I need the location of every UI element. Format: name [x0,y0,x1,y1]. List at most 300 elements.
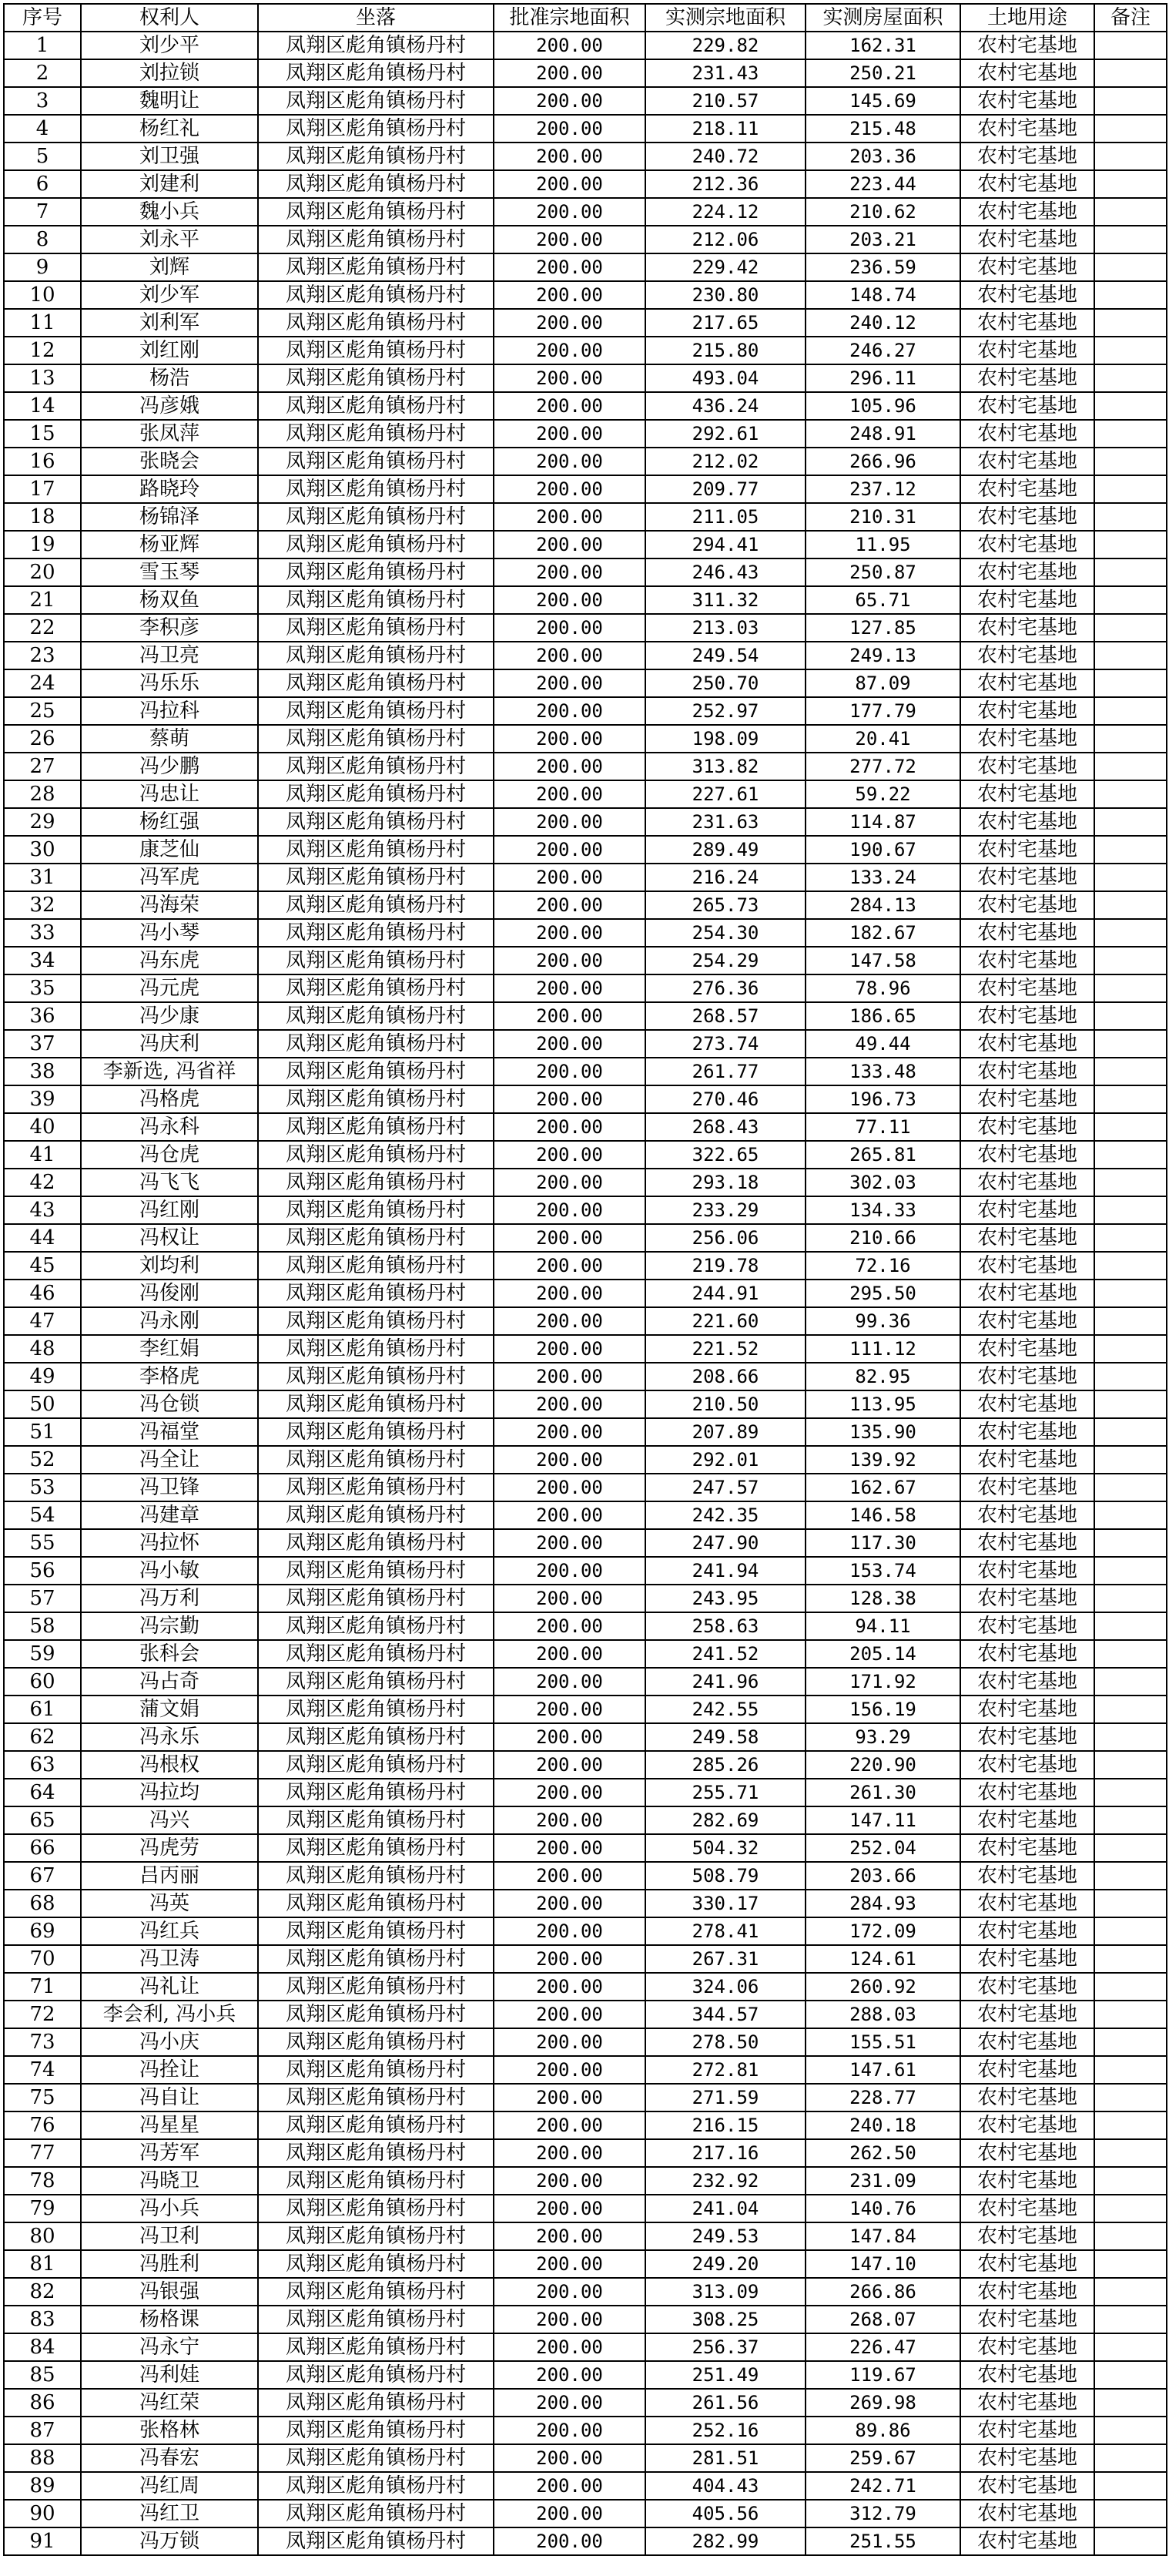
measured-house-area-cell: 210.31 [806,503,960,531]
rights-holder-cell: 冯仓锁 [81,1390,258,1418]
location-cell: 凤翔区彪角镇杨丹村 [258,420,494,448]
approved-area-cell: 200.00 [494,2056,645,2084]
land-use-cell: 农村宅基地 [960,1696,1094,1723]
measured-land-area-cell: 233.29 [645,1196,806,1224]
approved-area-cell: 200.00 [494,2222,645,2250]
measured-land-area-cell: 231.43 [645,59,806,87]
remarks-cell [1094,697,1167,725]
rights-holder-cell: 冯银强 [81,2278,258,2306]
measured-house-area-cell: 82.95 [806,1363,960,1390]
land-use-cell: 农村宅基地 [960,420,1094,448]
measured-house-area-cell: 135.90 [806,1418,960,1446]
approved-area-cell: 200.00 [494,2084,645,2111]
remarks-cell [1094,669,1167,697]
table-row [4,1557,1167,1585]
land-use-cell: 农村宅基地 [960,2167,1094,2195]
rights-holder-cell: 刘利军 [81,309,258,337]
serial-number-cell: 48 [4,1335,81,1363]
remarks-cell [1094,1141,1167,1169]
rights-holder-cell: 冯礼让 [81,1973,258,2001]
land-use-cell: 农村宅基地 [960,59,1094,87]
location-cell: 凤翔区彪角镇杨丹村 [258,1307,494,1335]
measured-house-area-cell: 262.50 [806,2139,960,2167]
serial-number-cell: 36 [4,1002,81,1030]
approved-area-cell: 200.00 [494,1196,645,1224]
approved-area-cell: 200.00 [494,475,645,503]
table-row [4,614,1167,642]
measured-house-area-cell: 220.90 [806,1751,960,1779]
land-use-cell: 农村宅基地 [960,1723,1094,1751]
remarks-cell [1094,614,1167,642]
land-use-cell: 农村宅基地 [960,364,1094,392]
remarks-cell [1094,864,1167,891]
approved-area-cell: 200.00 [494,836,645,864]
land-use-cell: 农村宅基地 [960,2028,1094,2056]
measured-land-area-cell: 221.52 [645,1335,806,1363]
serial-number-cell: 59 [4,1640,81,1668]
measured-house-area-cell: 261.30 [806,1779,960,1806]
remarks-cell [1094,226,1167,253]
remarks-cell [1094,337,1167,364]
remarks-cell [1094,1834,1167,1862]
measured-land-area-cell: 243.95 [645,1585,806,1612]
rights-holder-cell: 李会利, 冯小兵 [81,2001,258,2028]
rights-holder-cell: 冯晓卫 [81,2167,258,2195]
location-cell: 凤翔区彪角镇杨丹村 [258,1612,494,1640]
approved-area-cell: 200.00 [494,1446,645,1474]
measured-land-area-cell: 207.89 [645,1418,806,1446]
measured-house-area-cell: 284.13 [806,891,960,919]
measured-land-area-cell: 241.94 [645,1557,806,1585]
land-use-cell: 农村宅基地 [960,1779,1094,1806]
table-row [4,891,1167,919]
approved-area-cell: 200.00 [494,1335,645,1363]
land-use-cell: 农村宅基地 [960,919,1094,947]
measured-house-area-cell: 186.65 [806,1002,960,1030]
measured-land-area-cell: 294.41 [645,531,806,558]
land-use-cell: 农村宅基地 [960,337,1094,364]
serial-number-cell: 37 [4,1030,81,1058]
rights-holder-cell: 冯少鹏 [81,753,258,780]
land-use-cell: 农村宅基地 [960,1335,1094,1363]
approved-area-cell: 200.00 [494,170,645,198]
approved-area-cell: 200.00 [494,337,645,364]
measured-land-area-cell: 436.24 [645,392,806,420]
table-row [4,2222,1167,2250]
rights-holder-cell: 冯仓虎 [81,1141,258,1169]
location-cell: 凤翔区彪角镇杨丹村 [258,337,494,364]
rights-holder-cell: 刘均利 [81,1252,258,1280]
location-cell: 凤翔区彪角镇杨丹村 [258,392,494,420]
measured-house-area-cell: 128.38 [806,1585,960,1612]
serial-number-cell: 72 [4,2001,81,2028]
land-use-cell: 农村宅基地 [960,1501,1094,1529]
serial-number-cell: 76 [4,2111,81,2139]
land-use-cell: 农村宅基地 [960,808,1094,836]
measured-land-area-cell: 212.06 [645,226,806,253]
serial-number-cell: 25 [4,697,81,725]
measured-house-area-cell: 215.48 [806,115,960,143]
rights-holder-cell: 杨红强 [81,808,258,836]
measured-land-area-cell: 272.81 [645,2056,806,2084]
rights-holder-cell: 冯红刚 [81,1196,258,1224]
remarks-cell [1094,1363,1167,1390]
land-use-cell: 农村宅基地 [960,1418,1094,1446]
measured-house-area-cell: 265.81 [806,1141,960,1169]
land-use-cell: 农村宅基地 [960,974,1094,1002]
approved-area-cell: 200.00 [494,808,645,836]
measured-land-area-cell: 273.74 [645,1030,806,1058]
rights-holder-cell: 冯永刚 [81,1307,258,1335]
rights-holder-cell: 冯小敏 [81,1557,258,1585]
land-use-cell: 农村宅基地 [960,2527,1094,2555]
land-use-cell: 农村宅基地 [960,1113,1094,1141]
rights-holder-cell: 冯自让 [81,2084,258,2111]
approved-area-cell: 200.00 [494,309,645,337]
table-row [4,1723,1167,1751]
location-cell: 凤翔区彪角镇杨丹村 [258,1806,494,1834]
measured-land-area-cell: 241.52 [645,1640,806,1668]
serial-number-cell: 28 [4,780,81,808]
location-cell: 凤翔区彪角镇杨丹村 [258,170,494,198]
table-row [4,1945,1167,1973]
remarks-cell [1094,1280,1167,1307]
rights-holder-cell: 冯小琴 [81,919,258,947]
rights-holder-cell: 李格虎 [81,1363,258,1390]
measured-house-area-cell: 223.44 [806,170,960,198]
measured-land-area-cell: 508.79 [645,1862,806,1890]
land-use-cell: 农村宅基地 [960,475,1094,503]
location-cell: 凤翔区彪角镇杨丹村 [258,1529,494,1557]
measured-house-area-cell: 228.77 [806,2084,960,2111]
serial-number-cell: 8 [4,226,81,253]
table-row [4,2472,1167,2500]
location-cell: 凤翔区彪角镇杨丹村 [258,836,494,864]
rights-holder-cell: 杨浩 [81,364,258,392]
approved-area-cell: 200.00 [494,1474,645,1501]
table-row [4,87,1167,115]
location-cell: 凤翔区彪角镇杨丹村 [258,1973,494,2001]
measured-land-area-cell: 198.09 [645,725,806,753]
remarks-cell [1094,1779,1167,1806]
location-cell: 凤翔区彪角镇杨丹村 [258,1696,494,1723]
measured-land-area-cell: 218.11 [645,115,806,143]
remarks-cell [1094,32,1167,59]
approved-area-cell: 200.00 [494,2001,645,2028]
measured-house-area-cell: 288.03 [806,2001,960,2028]
rights-holder-cell: 杨锦泽 [81,503,258,531]
serial-number-cell: 50 [4,1390,81,1418]
serial-number-cell: 77 [4,2139,81,2167]
measured-land-area-cell: 256.06 [645,1224,806,1252]
land-use-cell: 农村宅基地 [960,32,1094,59]
table-row [4,697,1167,725]
serial-number-cell: 73 [4,2028,81,2056]
location-cell: 凤翔区彪角镇杨丹村 [258,558,494,586]
serial-number-cell: 88 [4,2444,81,2472]
table-row [4,836,1167,864]
measured-house-area-cell: 105.96 [806,392,960,420]
location-cell: 凤翔区彪角镇杨丹村 [258,143,494,170]
serial-number-cell: 24 [4,669,81,697]
rights-holder-cell: 雪玉琴 [81,558,258,586]
remarks-cell [1094,392,1167,420]
remarks-cell [1094,1058,1167,1085]
rights-holder-cell: 冯乐乐 [81,669,258,697]
rights-holder-cell: 冯全让 [81,1446,258,1474]
measured-house-area-cell: 295.50 [806,1280,960,1307]
serial-number-cell: 20 [4,558,81,586]
header-approved-area: 批准宗地面积 [494,4,645,32]
measured-house-area-cell: 147.11 [806,1806,960,1834]
approved-area-cell: 200.00 [494,1252,645,1280]
table-row [4,725,1167,753]
remarks-cell [1094,780,1167,808]
location-cell: 凤翔区彪角镇杨丹村 [258,198,494,226]
rights-holder-cell: 刘永平 [81,226,258,253]
measured-house-area-cell: 119.67 [806,2361,960,2389]
location-cell: 凤翔区彪角镇杨丹村 [258,503,494,531]
rights-holder-cell: 冯万利 [81,1585,258,1612]
rights-holder-cell: 张格林 [81,2417,258,2444]
remarks-cell [1094,1474,1167,1501]
serial-number-cell: 82 [4,2278,81,2306]
header-rights-holder: 权利人 [81,4,258,32]
approved-area-cell: 200.00 [494,974,645,1002]
serial-number-cell: 91 [4,2527,81,2555]
table-row [4,1002,1167,1030]
serial-number-cell: 43 [4,1196,81,1224]
approved-area-cell: 200.00 [494,1668,645,1696]
rights-holder-cell: 冯海荣 [81,891,258,919]
remarks-cell [1094,420,1167,448]
measured-land-area-cell: 308.25 [645,2306,806,2333]
approved-area-cell: 200.00 [494,2389,645,2417]
measured-land-area-cell: 265.73 [645,891,806,919]
location-cell: 凤翔区彪角镇杨丹村 [258,2527,494,2555]
rights-holder-cell: 刘拉锁 [81,59,258,87]
measured-land-area-cell: 252.16 [645,2417,806,2444]
measured-land-area-cell: 242.35 [645,1501,806,1529]
location-cell: 凤翔区彪角镇杨丹村 [258,2028,494,2056]
measured-land-area-cell: 268.43 [645,1113,806,1141]
remarks-cell [1094,1196,1167,1224]
remarks-cell [1094,1862,1167,1890]
land-use-cell: 农村宅基地 [960,2250,1094,2278]
remarks-cell [1094,1612,1167,1640]
land-use-cell: 农村宅基地 [960,1252,1094,1280]
remarks-cell [1094,2527,1167,2555]
measured-land-area-cell: 211.05 [645,503,806,531]
table-row [4,309,1167,337]
rights-holder-cell: 冯忠让 [81,780,258,808]
measured-house-area-cell: 190.67 [806,836,960,864]
measured-house-area-cell: 268.07 [806,2306,960,2333]
measured-house-area-cell: 49.44 [806,1030,960,1058]
rights-holder-cell: 冯芳军 [81,2139,258,2167]
table-row [4,1335,1167,1363]
location-cell: 凤翔区彪角镇杨丹村 [258,1585,494,1612]
measured-house-area-cell: 148.74 [806,281,960,309]
serial-number-cell: 7 [4,198,81,226]
remarks-cell [1094,281,1167,309]
land-use-cell: 农村宅基地 [960,1280,1094,1307]
serial-number-cell: 16 [4,448,81,475]
land-use-cell: 农村宅基地 [960,2389,1094,2417]
location-cell: 凤翔区彪角镇杨丹村 [258,697,494,725]
land-use-cell: 农村宅基地 [960,1363,1094,1390]
remarks-cell [1094,1696,1167,1723]
measured-house-area-cell: 177.79 [806,697,960,725]
approved-area-cell: 200.00 [494,2527,645,2555]
measured-land-area-cell: 215.80 [645,337,806,364]
measured-land-area-cell: 227.61 [645,780,806,808]
land-use-cell: 农村宅基地 [960,2111,1094,2139]
measured-house-area-cell: 140.76 [806,2195,960,2222]
measured-land-area-cell: 313.09 [645,2278,806,2306]
measured-house-area-cell: 127.85 [806,614,960,642]
rights-holder-cell: 冯军虎 [81,864,258,891]
land-use-cell: 农村宅基地 [960,1058,1094,1085]
approved-area-cell: 200.00 [494,1945,645,1973]
remarks-cell [1094,891,1167,919]
approved-area-cell: 200.00 [494,392,645,420]
approved-area-cell: 200.00 [494,253,645,281]
land-use-cell: 农村宅基地 [960,669,1094,697]
measured-land-area-cell: 242.55 [645,1696,806,1723]
rights-holder-cell: 冯永宁 [81,2333,258,2361]
remarks-cell [1094,503,1167,531]
serial-number-cell: 1 [4,32,81,59]
rights-holder-cell: 刘红刚 [81,337,258,364]
approved-area-cell: 200.00 [494,1224,645,1252]
location-cell: 凤翔区彪角镇杨丹村 [258,364,494,392]
rights-holder-cell: 冯东虎 [81,947,258,974]
measured-house-area-cell: 182.67 [806,919,960,947]
measured-land-area-cell: 282.99 [645,2527,806,2555]
table-row [4,2527,1167,2555]
location-cell: 凤翔区彪角镇杨丹村 [258,2167,494,2195]
rights-holder-cell: 冯元虎 [81,974,258,1002]
measured-land-area-cell: 289.49 [645,836,806,864]
table-row [4,1806,1167,1834]
approved-area-cell: 200.00 [494,753,645,780]
measured-land-area-cell: 292.61 [645,420,806,448]
land-use-cell: 农村宅基地 [960,1834,1094,1862]
header-remarks: 备注 [1094,4,1167,32]
measured-land-area-cell: 251.49 [645,2361,806,2389]
land-use-cell: 农村宅基地 [960,309,1094,337]
location-cell: 凤翔区彪角镇杨丹村 [258,1002,494,1030]
location-cell: 凤翔区彪角镇杨丹村 [258,642,494,669]
serial-number-cell: 45 [4,1252,81,1280]
approved-area-cell: 200.00 [494,420,645,448]
approved-area-cell: 200.00 [494,1612,645,1640]
measured-house-area-cell: 87.09 [806,669,960,697]
measured-house-area-cell: 277.72 [806,753,960,780]
remarks-cell [1094,1973,1167,2001]
rights-holder-cell: 冯永乐 [81,1723,258,1751]
measured-land-area-cell: 240.72 [645,143,806,170]
land-use-cell: 农村宅基地 [960,753,1094,780]
table-row [4,1862,1167,1890]
location-cell: 凤翔区彪角镇杨丹村 [258,115,494,143]
measured-land-area-cell: 261.56 [645,2389,806,2417]
land-use-cell: 农村宅基地 [960,1085,1094,1113]
location-cell: 凤翔区彪角镇杨丹村 [258,475,494,503]
table-row [4,669,1167,697]
serial-number-cell: 85 [4,2361,81,2389]
measured-land-area-cell: 330.17 [645,1890,806,1917]
approved-area-cell: 200.00 [494,1640,645,1668]
remarks-cell [1094,2444,1167,2472]
table-row [4,59,1167,87]
remarks-cell [1094,170,1167,198]
measured-land-area-cell: 293.18 [645,1169,806,1196]
serial-number-cell: 10 [4,281,81,309]
measured-house-area-cell: 156.19 [806,1696,960,1723]
location-cell: 凤翔区彪角镇杨丹村 [258,1141,494,1169]
rights-holder-cell: 冯利娃 [81,2361,258,2389]
serial-number-cell: 30 [4,836,81,864]
serial-number-cell: 78 [4,2167,81,2195]
table-row [4,226,1167,253]
table-row [4,337,1167,364]
approved-area-cell: 200.00 [494,1862,645,1890]
remarks-cell [1094,253,1167,281]
remarks-cell [1094,1501,1167,1529]
measured-land-area-cell: 254.29 [645,947,806,974]
rights-holder-cell: 冯卫锋 [81,1474,258,1501]
serial-number-cell: 5 [4,143,81,170]
remarks-cell [1094,1806,1167,1834]
remarks-cell [1094,1529,1167,1557]
land-use-cell: 农村宅基地 [960,2500,1094,2527]
approved-area-cell: 200.00 [494,1973,645,2001]
land-use-cell: 农村宅基地 [960,1030,1094,1058]
location-cell: 凤翔区彪角镇杨丹村 [258,1751,494,1779]
location-cell: 凤翔区彪角镇杨丹村 [258,281,494,309]
rights-holder-cell: 刘辉 [81,253,258,281]
measured-land-area-cell: 217.65 [645,309,806,337]
location-cell: 凤翔区彪角镇杨丹村 [258,947,494,974]
serial-number-cell: 6 [4,170,81,198]
table-row [4,1307,1167,1335]
land-use-cell: 农村宅基地 [960,1973,1094,2001]
measured-land-area-cell: 232.92 [645,2167,806,2195]
remarks-cell [1094,974,1167,1002]
table-row [4,1363,1167,1390]
table-row [4,1529,1167,1557]
measured-house-area-cell: 242.71 [806,2472,960,2500]
approved-area-cell: 200.00 [494,226,645,253]
land-use-cell: 农村宅基地 [960,2333,1094,2361]
approved-area-cell: 200.00 [494,919,645,947]
land-use-cell: 农村宅基地 [960,1917,1094,1945]
remarks-cell [1094,1252,1167,1280]
measured-house-area-cell: 210.62 [806,198,960,226]
measured-land-area-cell: 281.51 [645,2444,806,2472]
serial-number-cell: 35 [4,974,81,1002]
remarks-cell [1094,364,1167,392]
serial-number-cell: 61 [4,1696,81,1723]
serial-number-cell: 14 [4,392,81,420]
measured-land-area-cell: 254.30 [645,919,806,947]
land-use-cell: 农村宅基地 [960,2001,1094,2028]
location-cell: 凤翔区彪角镇杨丹村 [258,2250,494,2278]
rights-holder-cell: 冯俊刚 [81,1280,258,1307]
table-row [4,503,1167,531]
